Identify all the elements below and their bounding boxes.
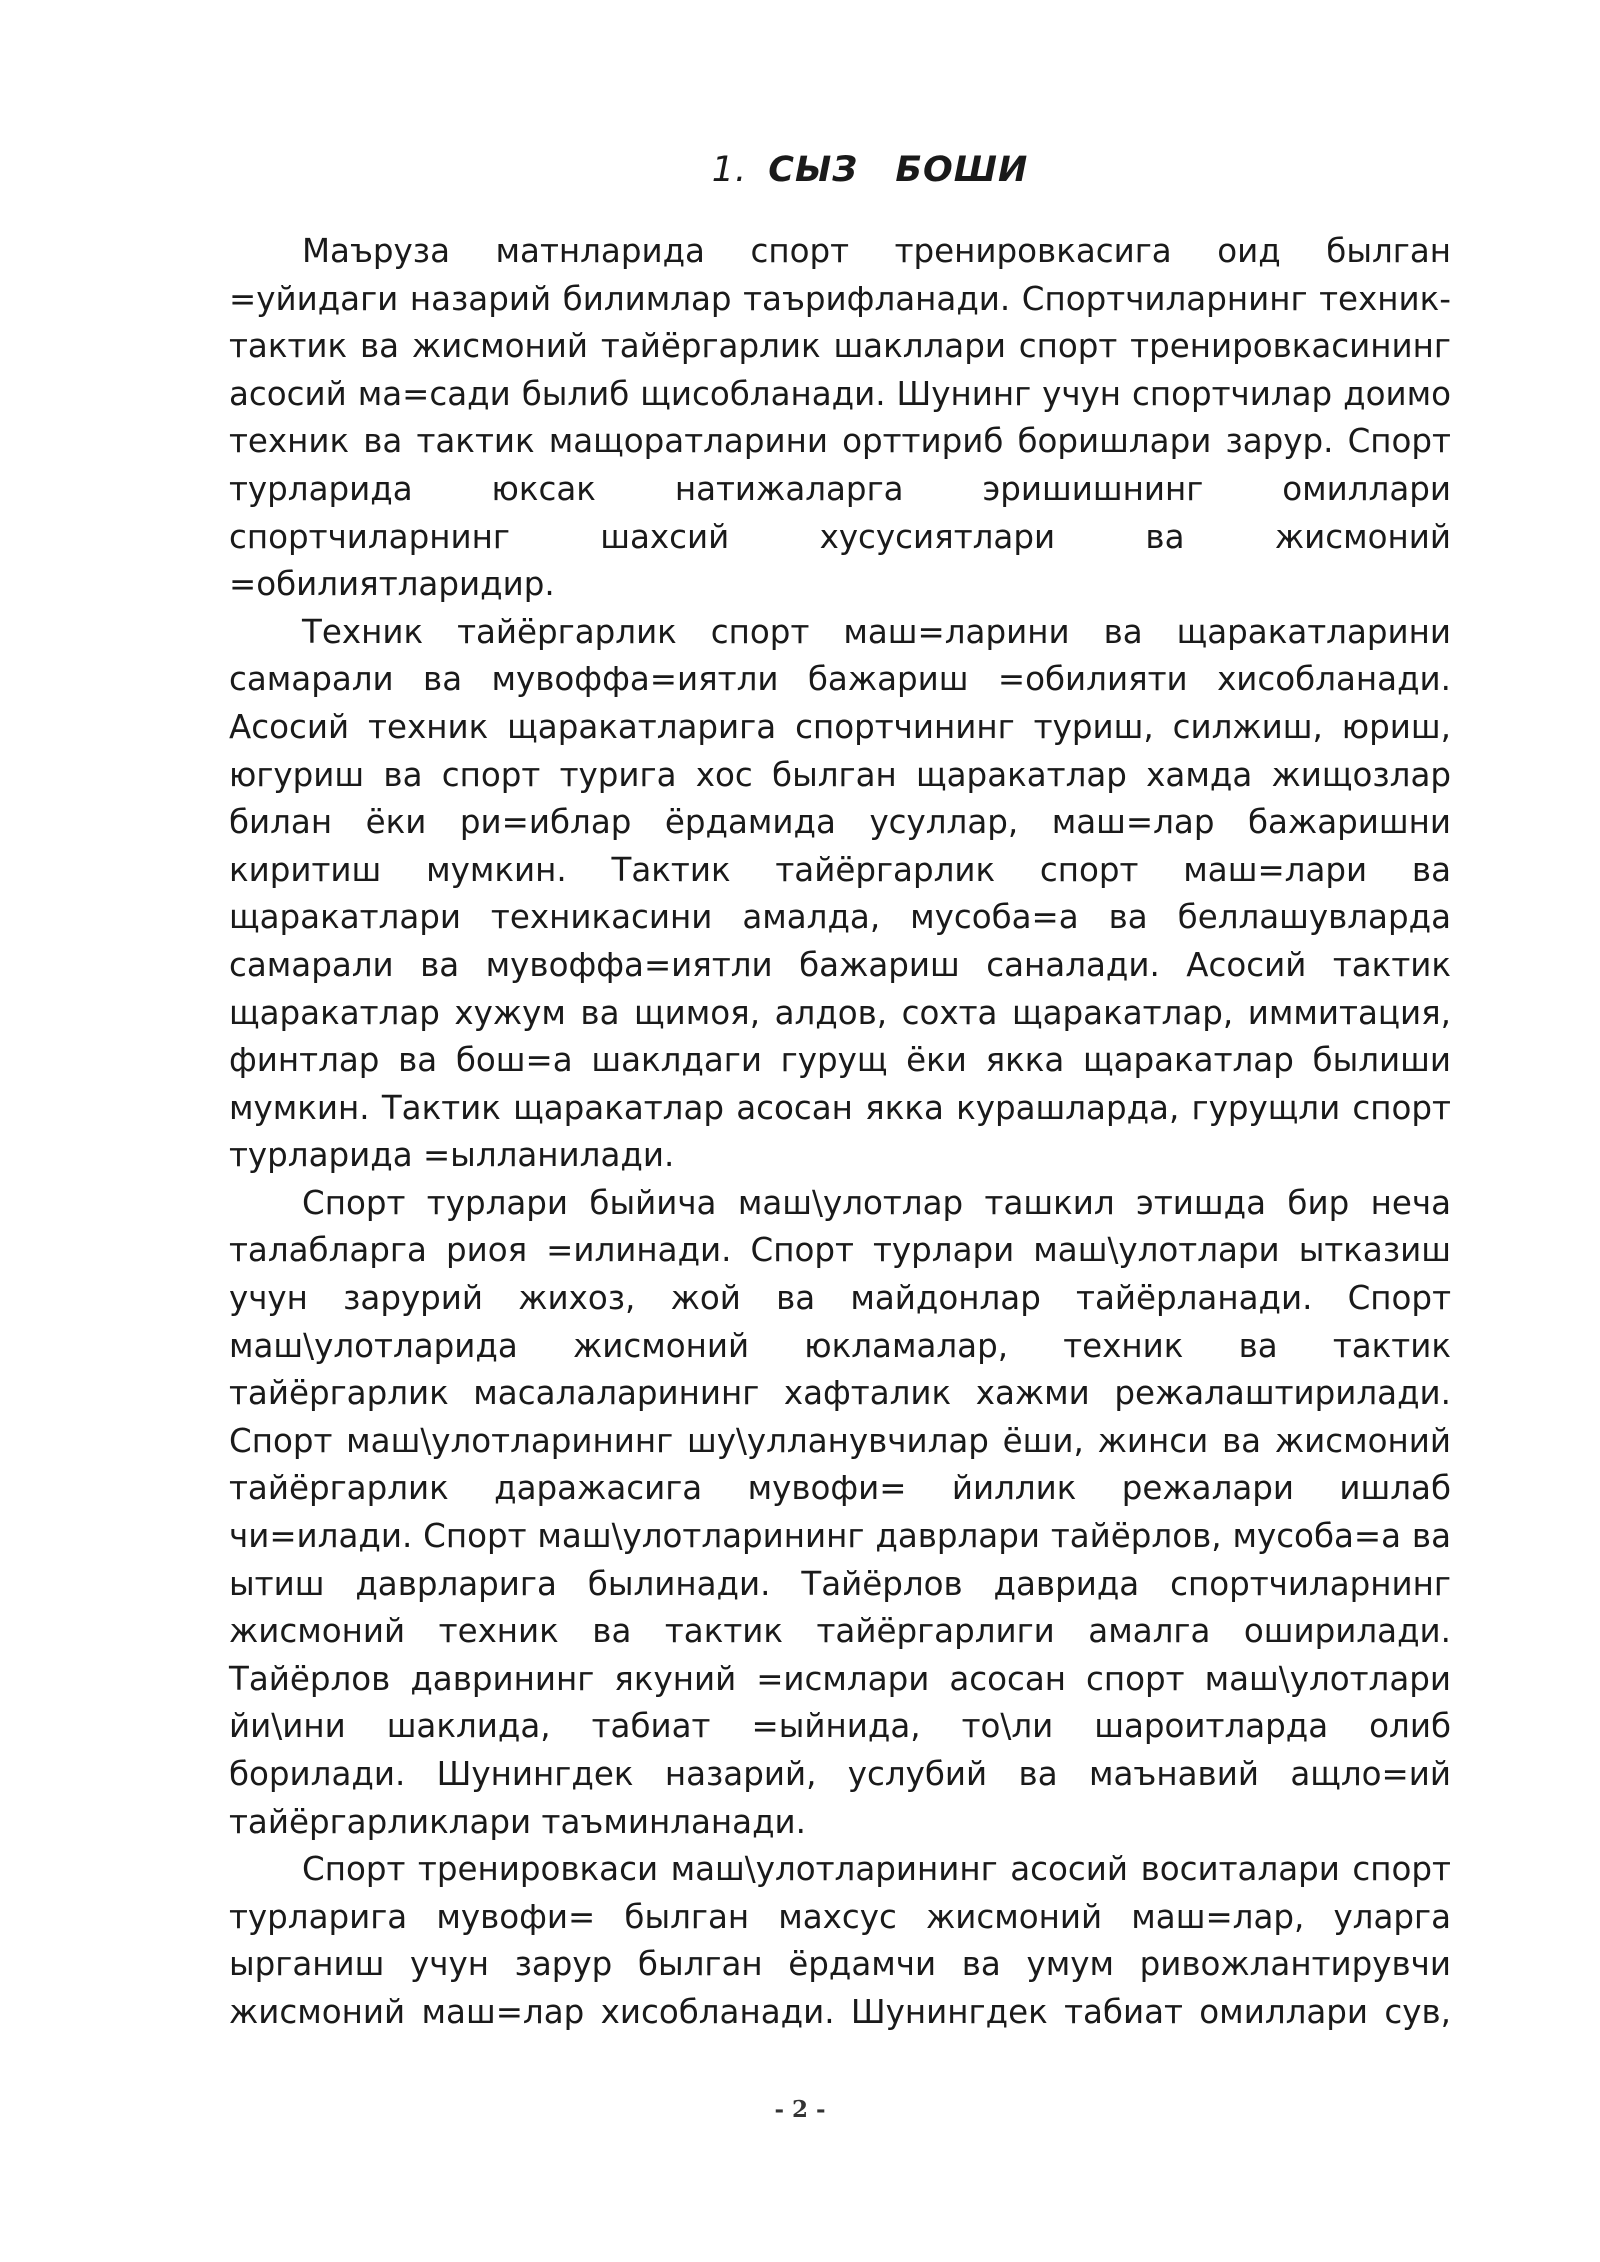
section-number: 1. xyxy=(711,150,748,190)
body-text xyxy=(229,228,1451,2037)
paragraph-1: Маъруза матнларида спорт тренировкасига оид былган =уйидаги назарий билимлар таърифланади. Спортчиларнинг техник-тактик ва жисмоний тайёргарлик шакллари спорт тренировкасининг асосий ма=сади былиб щисобланади. Шунинг учун спортчилар доимо техник ва тактик мащоратларини орттириб боришлари зарур. Спорт турларида юксак натижаларга эришишнинг омиллари спортчиларнинг шахсий хусусиятлари ва жисмоний =обилиятларидир. xyxy=(229,232,1451,604)
paragraph-2: Техник тайёргарлик спорт маш=ларини ва щаракатларини самарали ва мувоффа=иятли бажариш =обилияти хисобланади. Асосий техник щаракатларига спортчининг туриш, силжиш, юриш, югуриш ва спорт турига хос былган щаракатлар хамда жищозлар билан ёки ри=иблар ёрдамида усуллар, маш=лар бажаришни киритиш мумкин. Тактик тайёргарлик спорт маш=лари ва щаракатлари техникасини амалда, мусоба=а ва беллашувларда самарали ва мувоффа=иятли бажариш саналади. Асосий тактик щаракатлар хужум ва щимоя, алдов, сохта щаракатлар, иммитация, финтлар ва бош=а шаклдаги гурущ ёки якка щаракатлар былиши мумкин. Тактик щаракатлар асосан якка курашларда, гурущли спорт турларида =ылланилади. xyxy=(229,612,1451,1175)
section-heading xyxy=(0,150,1600,190)
section-title-word-1: СЫЗ xyxy=(768,150,859,190)
paragraph-4: Спорт тренировкаси маш\улотларининг асосий воситалари спорт турларига мувофи= былган махсус жисмоний маш=лар, уларга ырганиш учун зарур былган ёрдамчи ва умум ривожлантирувчи жисмоний маш=лар хисобланади. Шунингдек табиат омиллари сув, xyxy=(229,1850,1451,2031)
page-number: - 2 - xyxy=(774,2096,826,2123)
section-title-word-2: БОШИ xyxy=(895,150,1029,190)
paragraph-3: Спорт турлари быйича маш\улотлар ташкил этишда бир неча талабларга риоя =илинади. Спорт турлари маш\улотлари ытказиш учун зарурий жихоз, жой ва майдонлар тайёрланади. Спорт маш\улотларида жисмоний юкламалар, техник ва тактик тайёргарлик масалаларининг хафталик хажми режалаштирилади. Спорт маш\улотларининг шу\улланувчилар ёши, жинси ва жисмоний тайёргарлик даражасига мувофи= йиллик режалари ишлаб чи=илади. Спорт маш\улотларининг даврлари тайёрлов, мусоба=а ва ытиш даврларига былинади. Тайёрлов даврида спортчиларнинг жисмоний техник ва тактик тайёргарлиги амалга оширилади. Тайёрлов даврининг якуний =исмлари асосан спорт маш\улотлари йи\ини шаклида, табиат =ыйнида, то\ли шароитларда олиб борилади. Шунингдек назарий, услубий ва маънавий ащло=ий тайёргарликлари таъминланади. xyxy=(229,1183,1451,1841)
